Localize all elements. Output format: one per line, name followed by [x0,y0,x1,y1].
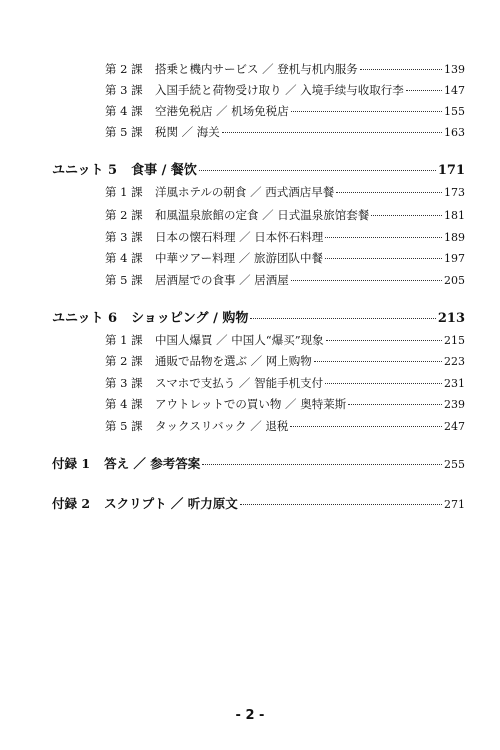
toc-lesson-title: 中華ツアー料理 ／ 旅游团队中餐 [155,251,323,265]
dot-leader [202,464,442,465]
toc-lesson-number: 第 5 課 [105,419,143,433]
toc-lesson-row [105,249,465,267]
dot-leader [325,258,442,259]
toc-lesson-number: 第 1 課 [105,185,143,199]
toc-lesson-number: 第 2 課 [105,208,143,222]
toc-unit-number: ユニット 5 [52,163,118,178]
toc-page-number: 215 [444,334,465,347]
toc-page-number: 163 [444,126,465,139]
toc-lesson-title: アウトレットでの買い物 ／ 奥特莱斯 [155,397,347,411]
toc-page-number: 181 [444,209,465,222]
page-number: - 2 - [235,708,265,723]
toc-lesson-row [105,206,465,224]
toc-unit-title: 食事 / 餐饮 [131,163,197,178]
dot-leader [240,504,442,505]
dot-leader [325,383,442,384]
toc-lesson-row [105,228,465,246]
toc-lesson-title: 搭乗と機内サービス ／ 登机与机内服务 [155,62,358,76]
toc-appendix-number: 付録 2 [52,496,91,511]
dot-leader [336,192,442,193]
toc-page-number: 223 [444,355,465,368]
toc-lesson-title: 日本の懐石料理 ／ 日本怀石料理 [155,230,324,244]
toc-lesson-number: 第 5 課 [105,273,143,287]
toc-lesson-title: 税関 ／ 海关 [155,125,220,139]
toc-lesson-row [105,183,465,201]
toc-lesson-row [105,60,465,78]
dot-leader [314,361,442,362]
toc-page-number: 197 [444,252,465,265]
toc-lesson-title: 入国手続と荷物受け取り ／ 入境手续与收取行李 [155,83,404,97]
dot-leader [360,69,442,70]
toc-lesson-number: 第 4 課 [105,397,143,411]
toc-lesson-number: 第 2 課 [105,354,143,368]
dot-leader [406,90,442,91]
toc-page-number: 171 [437,163,465,178]
dot-leader [199,170,436,171]
toc-page-number: 247 [444,420,465,433]
toc-lesson-number: 第 5 課 [105,125,143,139]
toc-appendix-title: スクリプト ／ 听力原文 [104,496,238,511]
toc-page-number: 173 [444,186,465,199]
toc-lesson-number: 第 3 課 [105,230,143,244]
toc-page-number: 155 [444,105,465,118]
toc-lesson-number: 第 3 課 [105,376,143,390]
toc-lesson-title: 空港免税店 ／ 机场免税店 [155,104,289,118]
dot-leader [325,237,442,238]
dot-leader [250,318,436,319]
toc-lesson-row [105,374,465,392]
toc-lesson-title: 洋風ホテルの朝食 ／ 西式酒店早餐 [155,185,335,199]
toc-lesson-title: 通販で品物を選ぶ ／ 网上购物 [155,354,312,368]
toc-lesson-title: 中国人爆買 ／ 中国人“爆买”现象 [155,333,324,347]
toc-lesson-row [105,102,465,120]
toc-lesson-row [105,395,465,413]
toc-unit-number: ユニット 6 [52,311,118,326]
dot-leader [291,280,442,281]
toc-lesson-number: 第 2 課 [105,62,143,76]
toc-page-number: 189 [444,231,465,244]
toc-lesson-title: 居酒屋での食事 ／ 居酒屋 [155,273,289,287]
toc-page-number: 271 [444,498,465,511]
toc-unit-row [52,162,465,180]
toc-lesson-number: 第 4 課 [105,104,143,118]
dot-leader [222,132,442,133]
dot-leader [291,111,442,112]
toc-page-number: 205 [444,274,465,287]
toc-lesson-row [105,271,465,289]
toc-lesson-number: 第 4 課 [105,251,143,265]
toc-page-number: 213 [437,311,465,326]
toc-lesson-title: タックスリバック ／ 退税 [155,419,289,433]
toc-lesson-title: 和風温泉旅館の定食 ／ 日式温泉旅馆套餐 [155,208,370,222]
dot-leader [348,404,442,405]
toc-unit-title: ショッピング / 购物 [131,311,249,326]
dot-leader [371,215,442,216]
toc-lesson-row [105,123,465,141]
toc-page-number: 255 [444,458,465,471]
toc-lesson-row [105,352,465,370]
toc-lesson-number: 第 3 課 [105,83,143,97]
toc-appendix-row [52,455,465,473]
toc-page-number: 231 [444,377,465,390]
toc-appendix-title: 答え ／ 参考答案 [104,456,201,471]
toc-page-number: 239 [444,398,465,411]
toc-lesson-title: スマホで支払う ／ 智能手机支付 [155,376,324,390]
toc-lesson-row [105,331,465,349]
toc-page-number: 139 [444,63,465,76]
toc-appendix-row [52,495,465,513]
toc-appendix-number: 付録 1 [52,456,91,471]
toc-lesson-row [105,81,465,99]
toc-lesson-number: 第 1 課 [105,333,143,347]
dot-leader [290,426,442,427]
dot-leader [326,340,442,341]
toc-unit-row [52,310,465,328]
toc-lesson-row [105,417,465,435]
toc-page-number: 147 [444,84,465,97]
